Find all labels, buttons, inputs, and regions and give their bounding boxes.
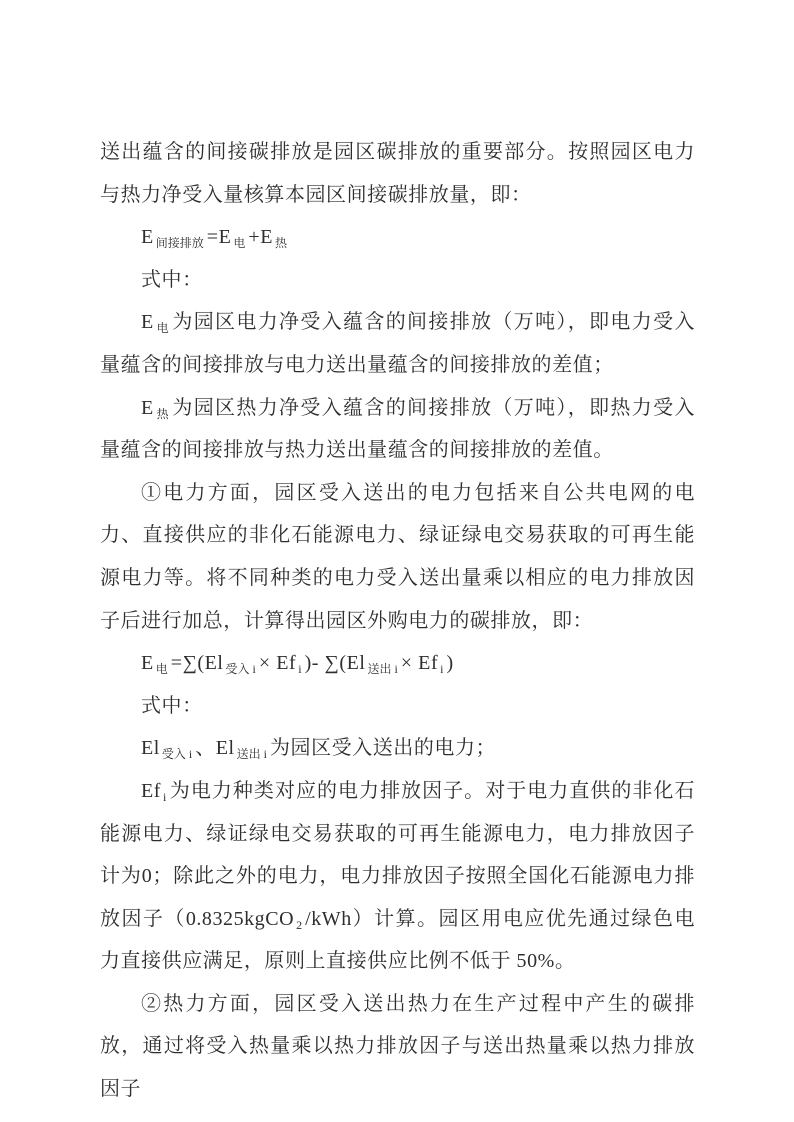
text-run: 式中： xyxy=(141,268,203,291)
text-run: Ef xyxy=(141,779,161,802)
text-run: × Ef xyxy=(400,652,439,675)
para-electricity-section xyxy=(100,472,695,642)
para-e-elec-definition xyxy=(100,301,695,386)
subscript-run: 受入 i xyxy=(161,747,193,762)
text-run: 、El xyxy=(195,737,235,760)
text-run: )- ∑(El xyxy=(304,652,366,675)
text-run: ) xyxy=(446,652,454,675)
subscript-run: 电 xyxy=(155,662,168,677)
subscript-run: 间接排放 xyxy=(155,236,204,251)
para-ef-definition xyxy=(100,770,695,983)
para-e-heat-definition xyxy=(100,387,695,472)
text-run: E xyxy=(141,396,154,419)
subscript-run: i xyxy=(162,789,167,804)
document-body xyxy=(100,131,695,1111)
text-run: 送出蕴含的间接碳排放是园区碳排放的重要部分。按照园区电力与热力净受入量核算本园区间接碳排放量，即： xyxy=(100,141,695,206)
text-run: 式中： xyxy=(141,694,203,717)
subscript-run: 热 xyxy=(155,406,170,421)
subscript-run: 受入 i xyxy=(225,662,256,677)
subscript-run: 2 xyxy=(296,917,303,932)
para-shizhong-1 xyxy=(100,259,695,302)
para-heat-section xyxy=(100,983,695,1111)
subscript-run: 送出 i xyxy=(367,662,398,677)
para-intro xyxy=(100,131,695,216)
subscript-run: 电 xyxy=(155,321,170,336)
subscript-run: 送出 i xyxy=(236,747,267,762)
text-run: 为园区受入送出的电力； xyxy=(270,737,497,760)
text-run: 为电力种类对应的电力排放因子。对于电力直供的非化石能源电力、绿证绿电交易获取的可再生能源电力，电力排放因子计为0；除此之外的电力，电力排放因子按照全国化石能源电力排放因子（0.8325kgCO xyxy=(100,779,695,930)
text-run: =E xyxy=(206,226,232,249)
text-run: × Ef xyxy=(258,652,297,675)
text-run: ②热力方面，园区受入送出热力在生产过程中产生的碳排放，通过将受入热量乘以热力排放因子与送出热量乘以热力排放因子 xyxy=(100,992,695,1101)
para-el-definition xyxy=(100,727,695,770)
text-run: ①电力方面，园区受入送出的电力包括来自公共电网的电力、直接供应的非化石能源电力、绿证绿电交易获取的可再生能源电力等。将不同种类的电力受入送出量乘以相应的电力排放因子后进行加总，计算得出园区外购电力的碳排放，即： xyxy=(100,481,695,632)
subscript-run: i xyxy=(440,662,444,677)
text-run: 为园区电力净受入蕴含的间接排放（万吨），即电力受入量蕴含的间接排放与电力送出量蕴含的间接排放的差值； xyxy=(100,311,695,376)
text-run: El xyxy=(141,737,160,760)
text-run: 为园区热力净受入蕴含的间接排放（万吨），即热力受入量蕴含的间接排放与热力送出量蕴含的间接排放的差值。 xyxy=(100,396,695,462)
subscript-run: 热 xyxy=(275,236,288,251)
formula-total-emission xyxy=(100,216,695,259)
text-run: /kWh）计算。园区用电应优先通过绿色电力直接供应满足，原则上直接供应比例不低于 50%。 xyxy=(100,907,696,973)
subscript-run: i xyxy=(298,662,302,677)
subscript-run: 电 xyxy=(233,236,246,251)
text-run: =∑(El xyxy=(170,652,224,675)
formula-e-elec xyxy=(100,642,695,685)
para-shizhong-2 xyxy=(100,685,695,728)
text-run: E xyxy=(141,311,154,334)
text-run: E xyxy=(141,226,154,249)
text-run: E xyxy=(141,652,154,675)
text-run: +E xyxy=(248,226,274,249)
